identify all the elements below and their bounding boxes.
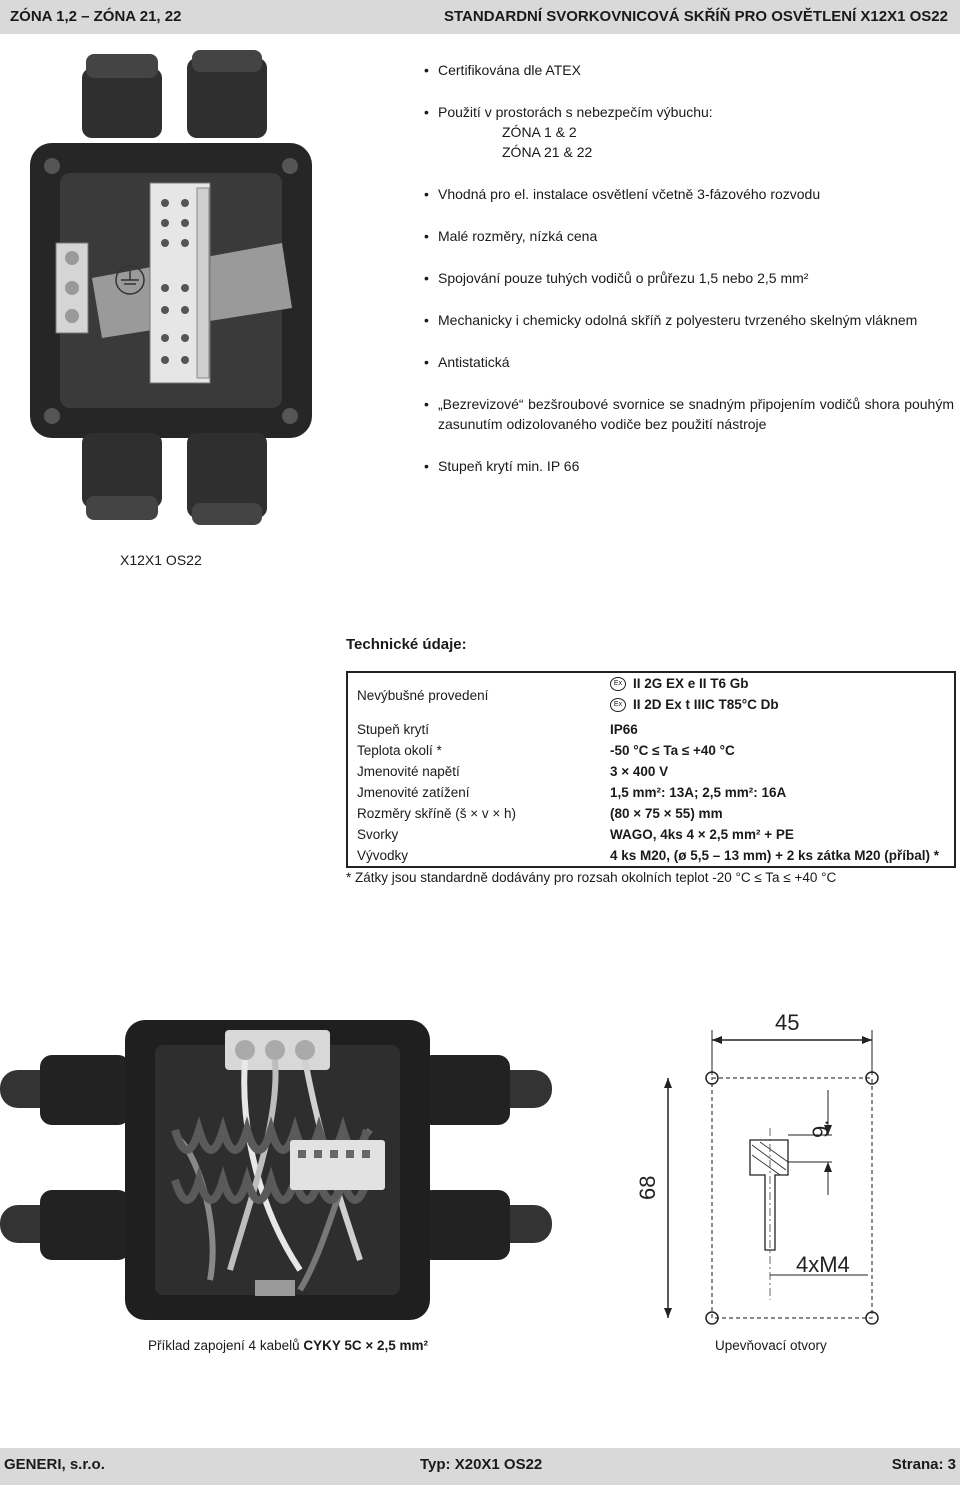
wiring-caption [148,1338,428,1353]
spec-value: II 2D Ex t IIIC T85°C Db [633,697,779,712]
feature-size: • Malé rozměry, nízká cena [424,226,954,246]
footer-company: GENERI, s.r.o. [4,1456,105,1473]
tech-title: Technické údaje: [346,636,467,653]
spec-label: Teplota okolí * [357,743,442,758]
dim-depth: 9. [808,1119,833,1138]
dim-height: 68 [635,1175,660,1200]
feature-zone-1-2: ZÓNA 1 & 2 [502,124,577,140]
wiring-caption-text: Příklad zapojení 4 kabelů [148,1338,304,1353]
feature-conductors: • Spojování pouze tuhých vodičů o průřezu 1,5 nebo 2,5 mm² [424,268,954,288]
spec-table [346,671,956,868]
spec-label: Vývodky [357,848,409,863]
spec-value: 3 × 400 V [610,764,669,779]
dim-width: 45 [775,1010,800,1035]
spec-label: Rozměry skříně (š × v × h) [357,806,517,821]
feature-atex: • Certifikována dle ATEX [424,60,954,80]
spec-label: Jmenovité zatížení [357,785,470,800]
feature-ip: • Stupeň krytí min. IP 66 [424,456,954,476]
header-zones: ZÓNA 1,2 – ZÓNA 21, 22 [10,8,182,25]
dim-screws: 4xM4 [796,1252,850,1277]
page-header [0,0,960,34]
spec-row [348,824,954,845]
feature-list [424,60,954,498]
header-product-title: STANDARDNÍ SVORKOVNICOVÁ SKŘÍŇ PRO OSVĚTLENÍ X12X1 OS22 [444,8,948,25]
spec-label: Nevýbušné provedení [357,688,489,703]
spec-value: 1,5 mm²: 13A; 2,5 mm²: 16A [610,785,787,800]
feature-zones-text: Použití v prostorách s nebezpečím výbuchu: [438,104,713,120]
ex-icon: Ex [610,698,626,712]
feature-lighting: • Vhodná pro el. instalace osvětlení včetně 3-fázového rozvodu [424,184,954,204]
spec-label: Svorky [357,827,399,842]
product-caption: X12X1 OS22 [120,552,202,568]
page-footer [0,1448,960,1485]
feature-terminals: • „Bezrevizové“ bezšroubové svornice se snadným připojením vodičů shora pouhým zasunutím odizolovaného vodiče bez použití nástroje [424,394,954,434]
spec-value: WAGO, 4ks 4 × 2,5 mm² + PE [610,827,794,842]
spec-value: -50 °C ≤ Ta ≤ +40 °C [610,743,735,758]
wiring-caption-cable: CYKY 5C × 2,5 mm² [303,1338,429,1353]
spec-row [348,782,954,803]
spec-label: Jmenovité napětí [357,764,460,779]
feature-zones [424,102,954,162]
spec-value: 4 ks M20, (ø 5,5 – 13 mm) + 2 ks zátka M20 (příbal) * [610,848,940,863]
footer-type: Typ: X20X1 OS22 [420,1456,543,1473]
footer-page: Strana: 3 [891,1456,956,1473]
spec-row [348,740,954,761]
feature-material: • Mechanicky i chemicky odolná skříň z polyesteru tvrzeného skelným vláknem [424,310,954,330]
product-photo [22,48,322,528]
spec-row [348,845,954,866]
mounting-drawing [600,1000,960,1330]
spec-row [348,719,954,740]
spec-row [348,761,954,782]
spec-row [348,673,954,719]
spec-value: II 2G EX e II T6 Gb [633,676,749,691]
feature-antistatic: • Antistatická [424,352,954,372]
wiring-photo [0,1010,552,1330]
feature-zone-21-22: ZÓNA 21 & 22 [502,144,593,160]
temperature-note: * Zátky jsou standardně dodávány pro rozsah okolních teplot -20 °C ≤ Ta ≤ +40 °C [346,870,837,885]
spec-value: IP66 [610,722,638,737]
spec-label: Stupeň krytí [357,722,430,737]
spec-row [348,803,954,824]
mounting-caption: Upevňovací otvory [715,1338,827,1353]
ex-icon: Ex [610,677,626,691]
spec-value: (80 × 75 × 55) mm [610,806,723,821]
